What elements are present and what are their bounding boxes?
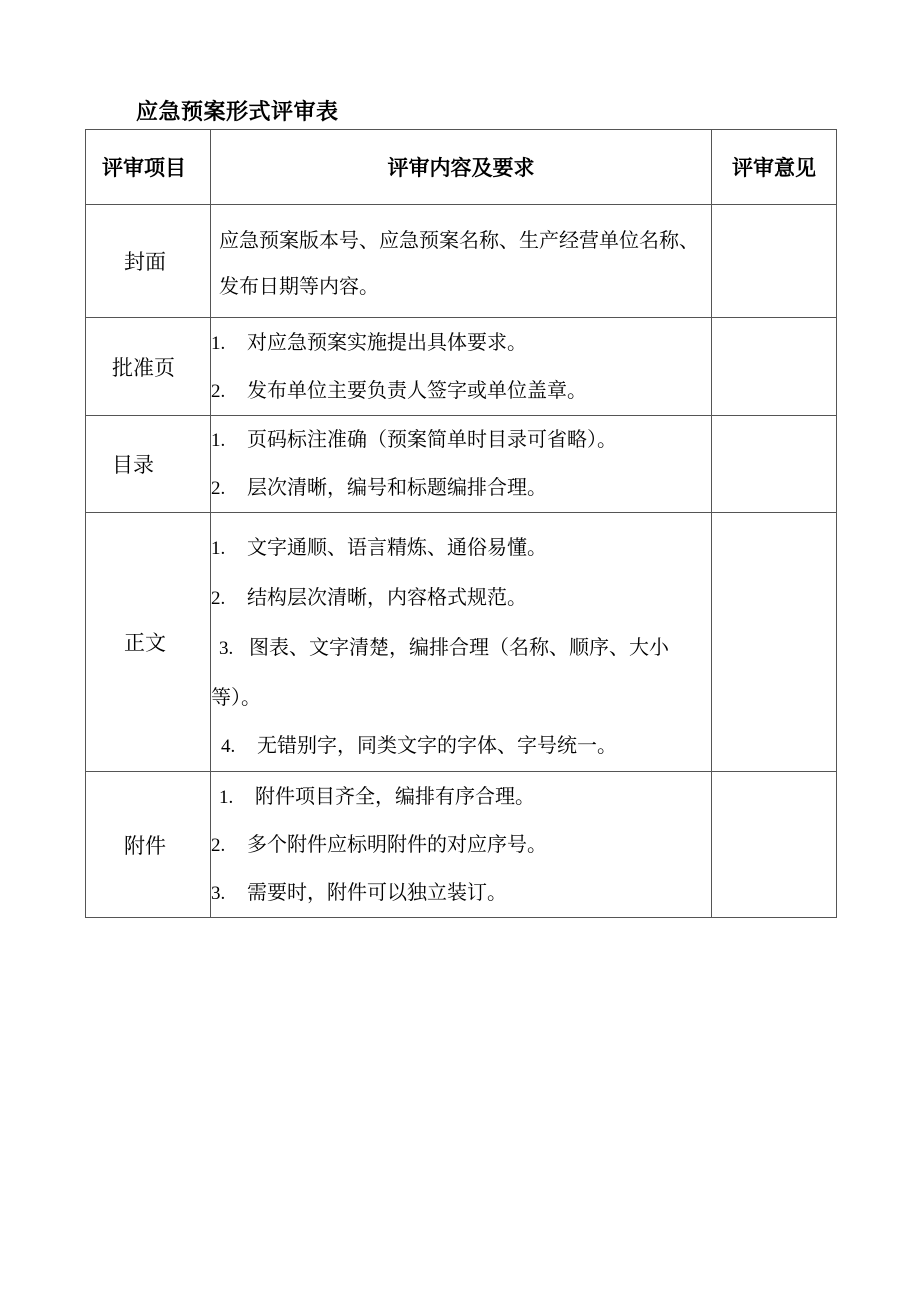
requirement-line: 4. 无错别字，同类文字的字体、字号统一。 (221, 733, 617, 757)
table-row-body (86, 513, 837, 772)
opinion-approval[interactable] (712, 318, 837, 416)
opinion-body[interactable] (712, 513, 837, 772)
table-row-toc (86, 416, 837, 513)
item-toc: 目录 (86, 416, 211, 513)
requirement-line: 2. 多个附件应标明附件的对应序号。 (211, 831, 547, 856)
table-row-attachments (86, 772, 837, 918)
requirement-line: 2. 层次清晰，编号和标题编排合理。 (211, 475, 547, 499)
requirement-line: 1. 对应急预案实施提出具体要求。 (211, 329, 527, 354)
header-item: 评审项目 (86, 130, 211, 205)
requirements-cover (211, 205, 712, 318)
requirements-body (211, 513, 712, 772)
opinion-toc[interactable] (712, 416, 837, 513)
item-body: 正文 (86, 513, 211, 772)
requirement-line: 2. 结构层次清晰，内容格式规范。 (211, 585, 527, 609)
requirement-line: 1. 页码标注准确（预案简单时目录可省略）。 (211, 427, 617, 451)
requirements-approval (211, 318, 712, 416)
requirement-line: 3. 需要时，附件可以独立装订。 (211, 879, 507, 904)
table-row-approval (86, 318, 837, 416)
requirement-line: 1. 附件项目齐全，编排有序合理。 (219, 783, 535, 808)
requirement-line: 2. 发布单位主要负责人签字或单位盖章。 (211, 377, 587, 402)
item-approval: 批准页 (86, 318, 211, 416)
table-row-cover (86, 205, 837, 318)
item-attachments: 附件 (86, 772, 211, 918)
header-requirements: 评审内容及要求 (211, 130, 712, 205)
requirement-line: 1. 文字通顺、语言精炼、通俗易懂。 (211, 535, 547, 559)
opinion-attachments[interactable] (712, 772, 837, 918)
header-row (86, 130, 837, 205)
requirement-line: 3. 图表、文字清楚，编排合理（名称、顺序、大小等）。 (211, 635, 669, 709)
review-table (85, 129, 837, 918)
item-cover: 封面 (86, 205, 211, 318)
cover-text: 应急预案版本号、应急预案名称、生产经营单位名称、发布日期等内容。 (219, 228, 699, 298)
document-title: 应急预案形式评审表 (136, 100, 339, 125)
opinion-cover[interactable] (712, 205, 837, 318)
header-opinion: 评审意见 (712, 130, 837, 205)
requirements-toc (211, 416, 712, 513)
requirements-attachments (211, 772, 712, 918)
